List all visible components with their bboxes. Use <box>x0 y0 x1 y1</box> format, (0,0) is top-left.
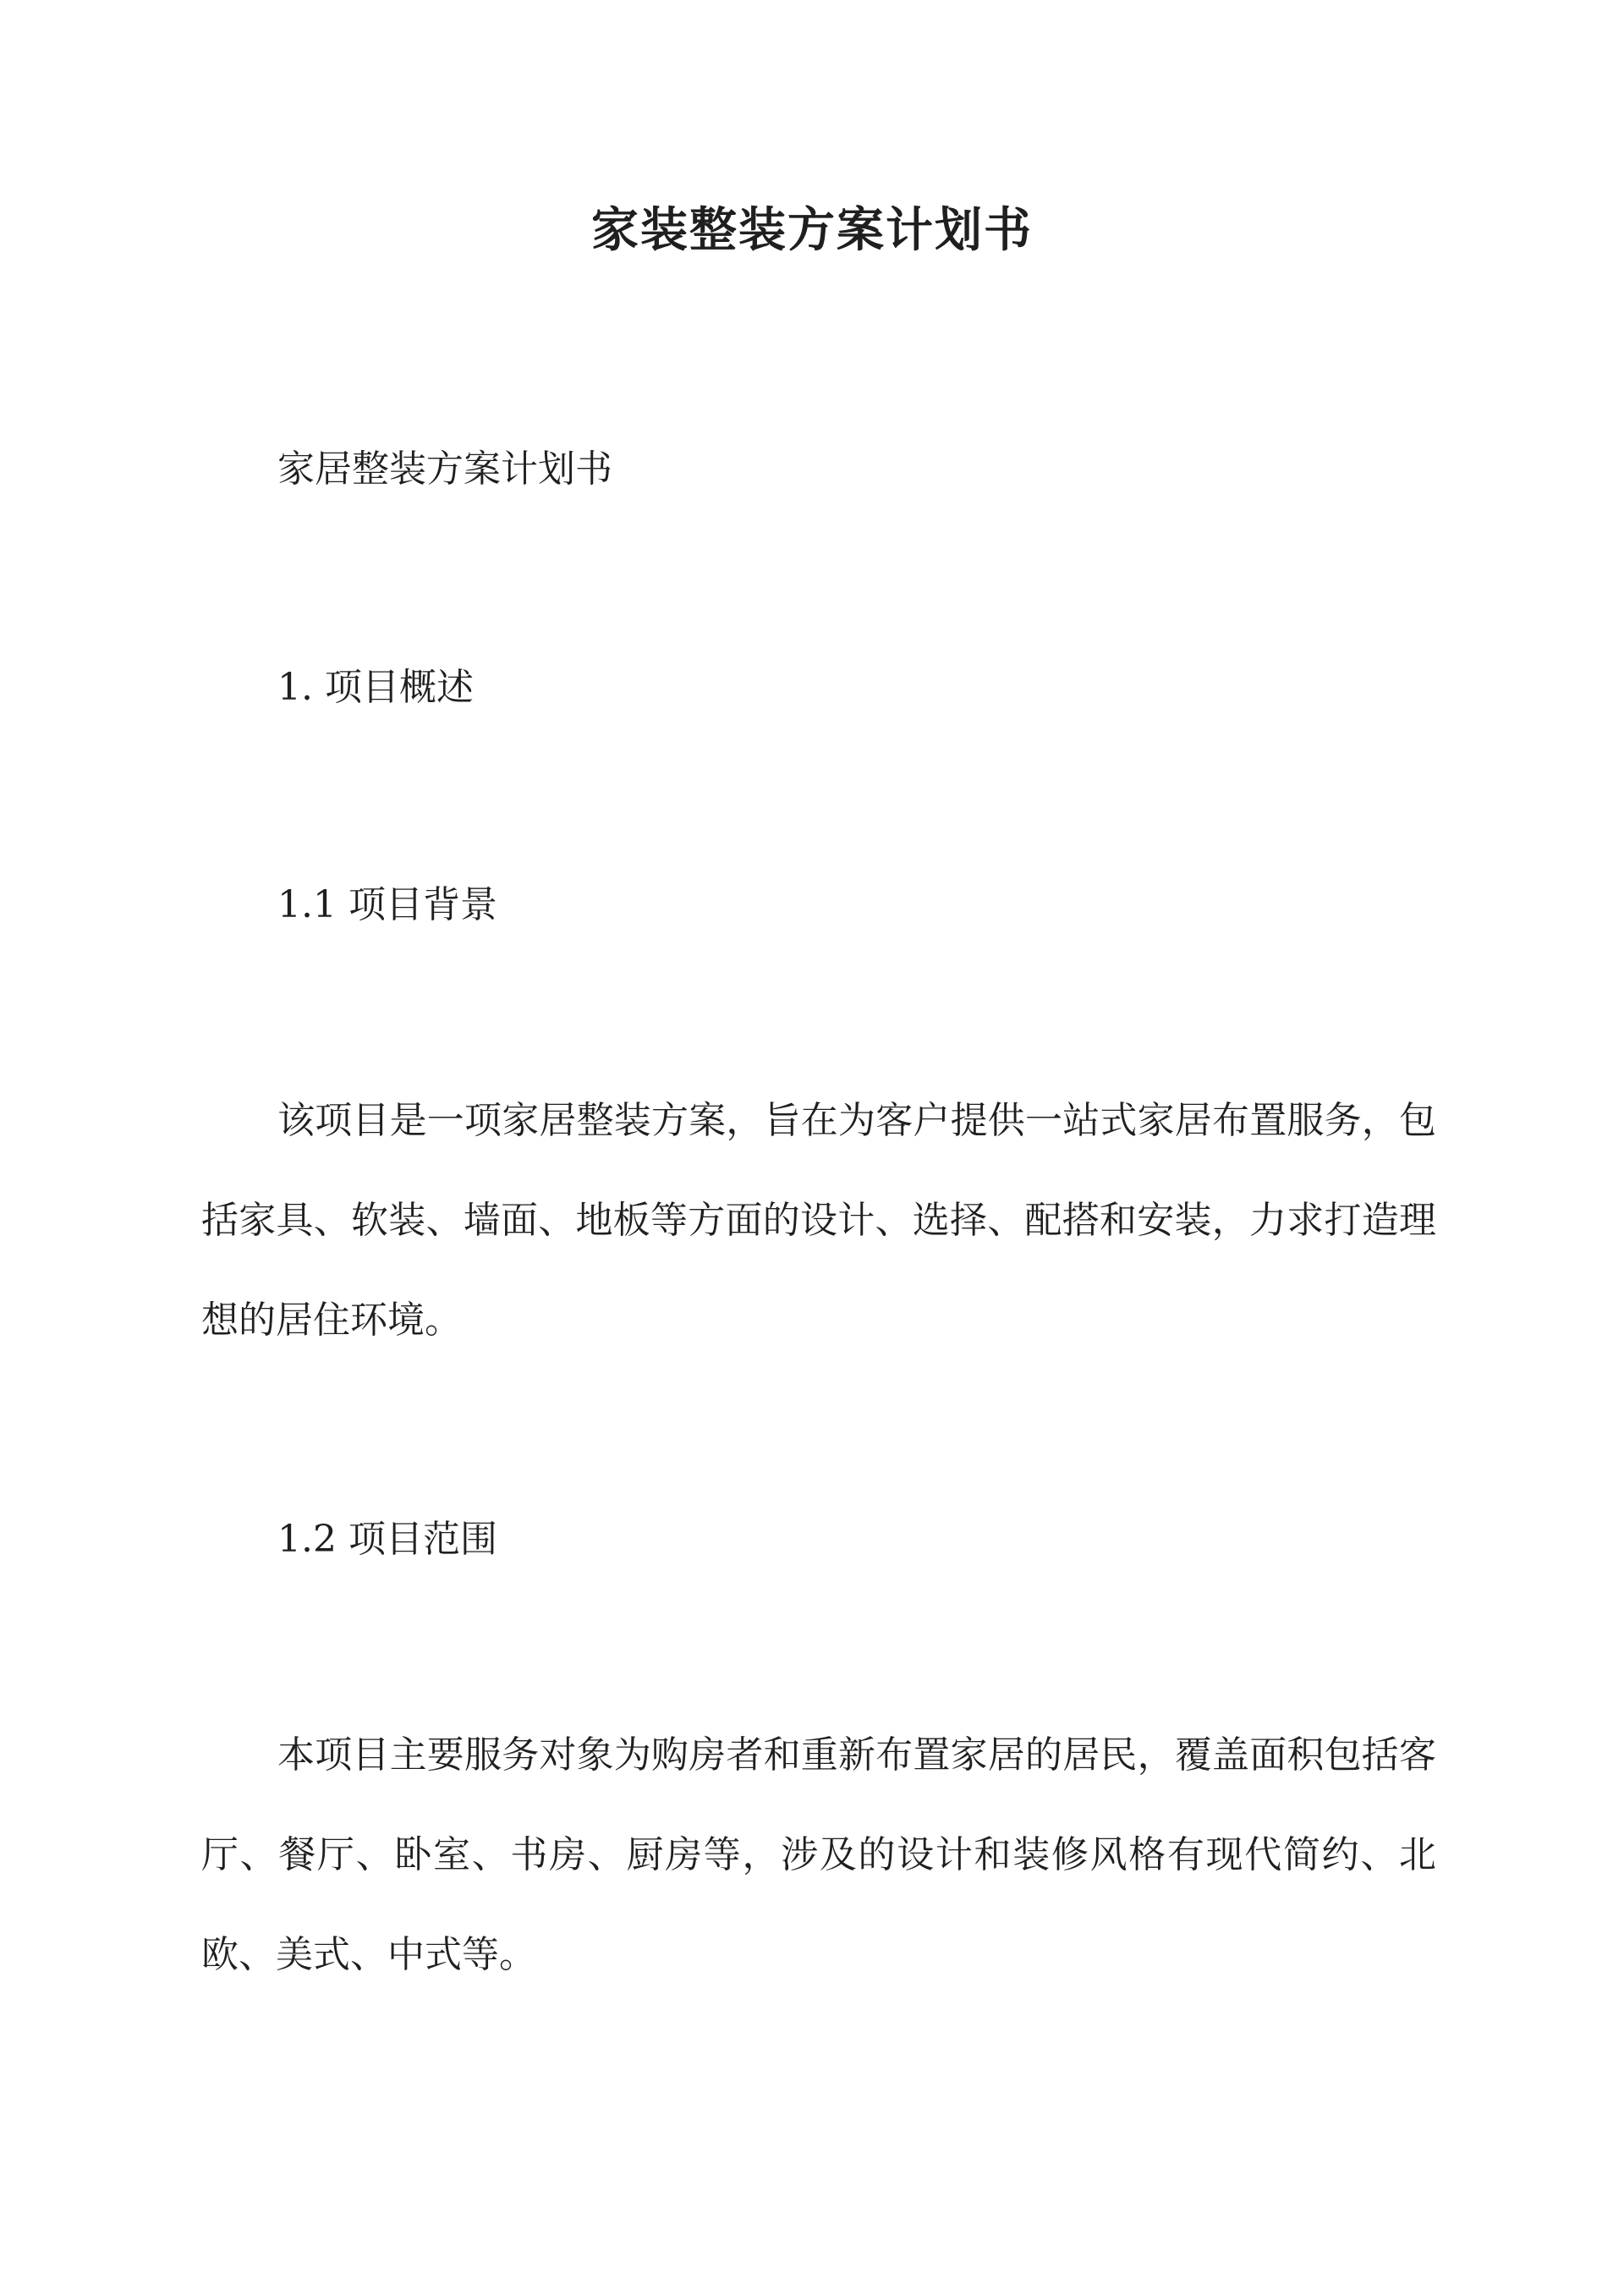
document-subtitle: 家居整装方案计划书 <box>277 448 612 491</box>
section-heading-scope: 1.2 项目范围 <box>277 1518 497 1561</box>
section-heading-overview: 1. 项目概述 <box>277 666 474 709</box>
section-heading-background: 1.1 项目背景 <box>277 883 497 926</box>
document-title: 家装整装方案计划书 <box>591 202 1033 258</box>
paragraph-scope: 本项目主要服务对象为购房者和重新布置家居的居民，覆盖面积包括客厅、餐厅、卧室、书房、厨房等，涉及的设计和装修风格有现代简约、北欧、美式、中式等。 <box>201 1733 1436 1976</box>
paragraph-background: 该项目是一项家居整装方案，旨在为客户提供一站式家居布置服务，包括家具、软装、墙面、地板等方面的设计、选择、配搭和安装，力求打造理想的居住环境。 <box>201 1099 1436 1342</box>
